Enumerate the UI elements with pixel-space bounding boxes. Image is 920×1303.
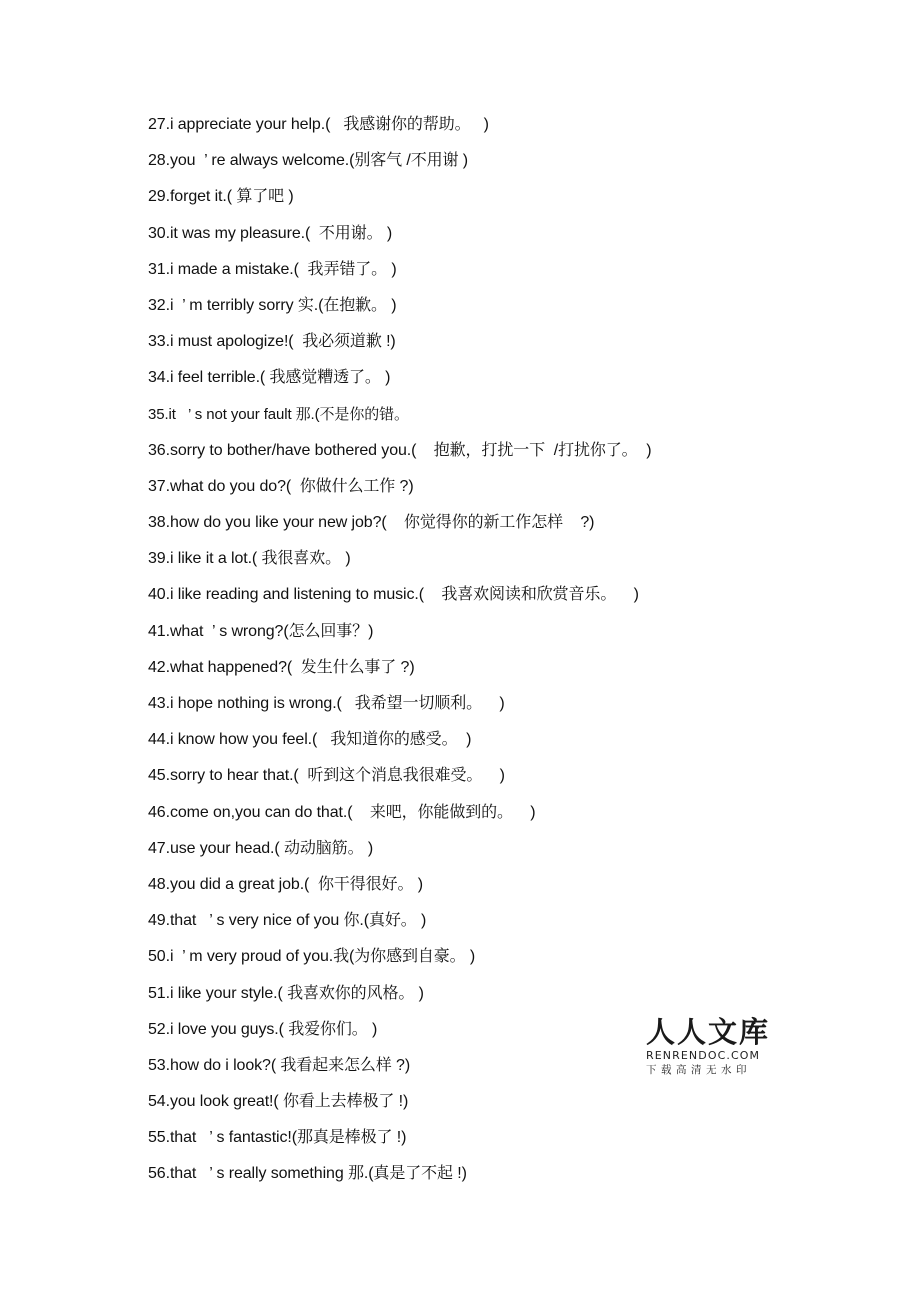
phrase-line: 42.what happened?( 发生什么事了 ?) (148, 658, 415, 676)
phrase-line: 39.i like it a lot.( 我很喜欢。 ) (148, 550, 351, 568)
phrase-line: 51.i like your style.( 我喜欢你的风格。 ) (148, 984, 424, 1002)
phrase-line: 30.it was my pleasure.( 不用谢。 ) (148, 224, 393, 242)
watermark-domain: RENRENDOC.COM (646, 1049, 761, 1062)
phrase-line: 48.you did a great job.( 你干得很好。 ) (148, 875, 423, 893)
phrase-line: 53.how do i look?( 我看起来怎么样 ?) (148, 1056, 411, 1074)
phrase-line: 50.i ’ m very proud of you.我(为你感到自豪。 ) (148, 948, 476, 966)
watermark-title: 人人文库 (646, 1015, 771, 1049)
phrase-line: 56.that ’ s really something 那.(真是了不起 !) (148, 1165, 467, 1183)
phrase-line: 46.come on,you can do that.( 来吧，你能做到的。 ) (148, 803, 536, 821)
phrase-line: 41.what ’ s wrong?(怎么回事？) (148, 622, 374, 640)
phrase-line: 38.how do you like your new job?( 你觉得你的新工作怎样 ?) (148, 514, 595, 532)
watermark-slogan: 下载高清无水印 (646, 1064, 751, 1076)
phrase-line: 35.it ’ s not your fault 那.(不是你的错。 (148, 405, 409, 423)
watermark-logo (646, 1016, 772, 1077)
phrase-line: 32.i ’ m terribly sorry 实.(在抱歉。 ) (148, 296, 397, 314)
phrase-line: 27.i appreciate your help.( 我感谢你的帮助。 ) (148, 116, 489, 133)
phrase-line: 55.that ’ s fantastic!(那真是棒极了 !) (148, 1129, 407, 1147)
phrase-line: 37.what do you do?( 你做什么工作 ?) (148, 477, 414, 495)
phrase-line: 44.i know how you feel.( 我知道你的感受。 ) (148, 731, 472, 749)
phrase-line: 34.i feel terrible.( 我感觉糟透了。 ) (148, 369, 391, 387)
phrase-line: 31.i made a mistake.( 我弄错了。 ) (148, 260, 397, 278)
phrase-line: 28.you ’ re always welcome.(别客气 /不用谢 ) (148, 152, 469, 170)
phrase-line: 36.sorry to bother/have bothered you.( 抱歉，打扰一下 /打扰你了。 ) (148, 441, 652, 459)
phrase-line: 47.use your head.( 动动脑筋。 ) (148, 839, 374, 857)
phrase-line: 45.sorry to hear that.( 听到这个消息我很难受。 ) (148, 767, 505, 785)
phrase-line: 40.i like reading and listening to music.( 我喜欢阅读和欣赏音乐。 ) (148, 586, 639, 604)
phrase-line: 54.you look great!( 你看上去棒极了 !) (148, 1093, 409, 1111)
phrase-line: 52.i love you guys.( 我爱你们。 ) (148, 1020, 378, 1038)
phrase-line: 29.forget it.( 算了吧 ) (148, 188, 294, 206)
phrase-line: 33.i must apologize!( 我必须道歉 !) (148, 333, 396, 351)
phrase-line: 49.that ’ s very nice of you 你.(真好。 ) (148, 912, 427, 930)
phrase-line: 43.i hope nothing is wrong.( 我希望一切顺利。 ) (148, 695, 505, 712)
